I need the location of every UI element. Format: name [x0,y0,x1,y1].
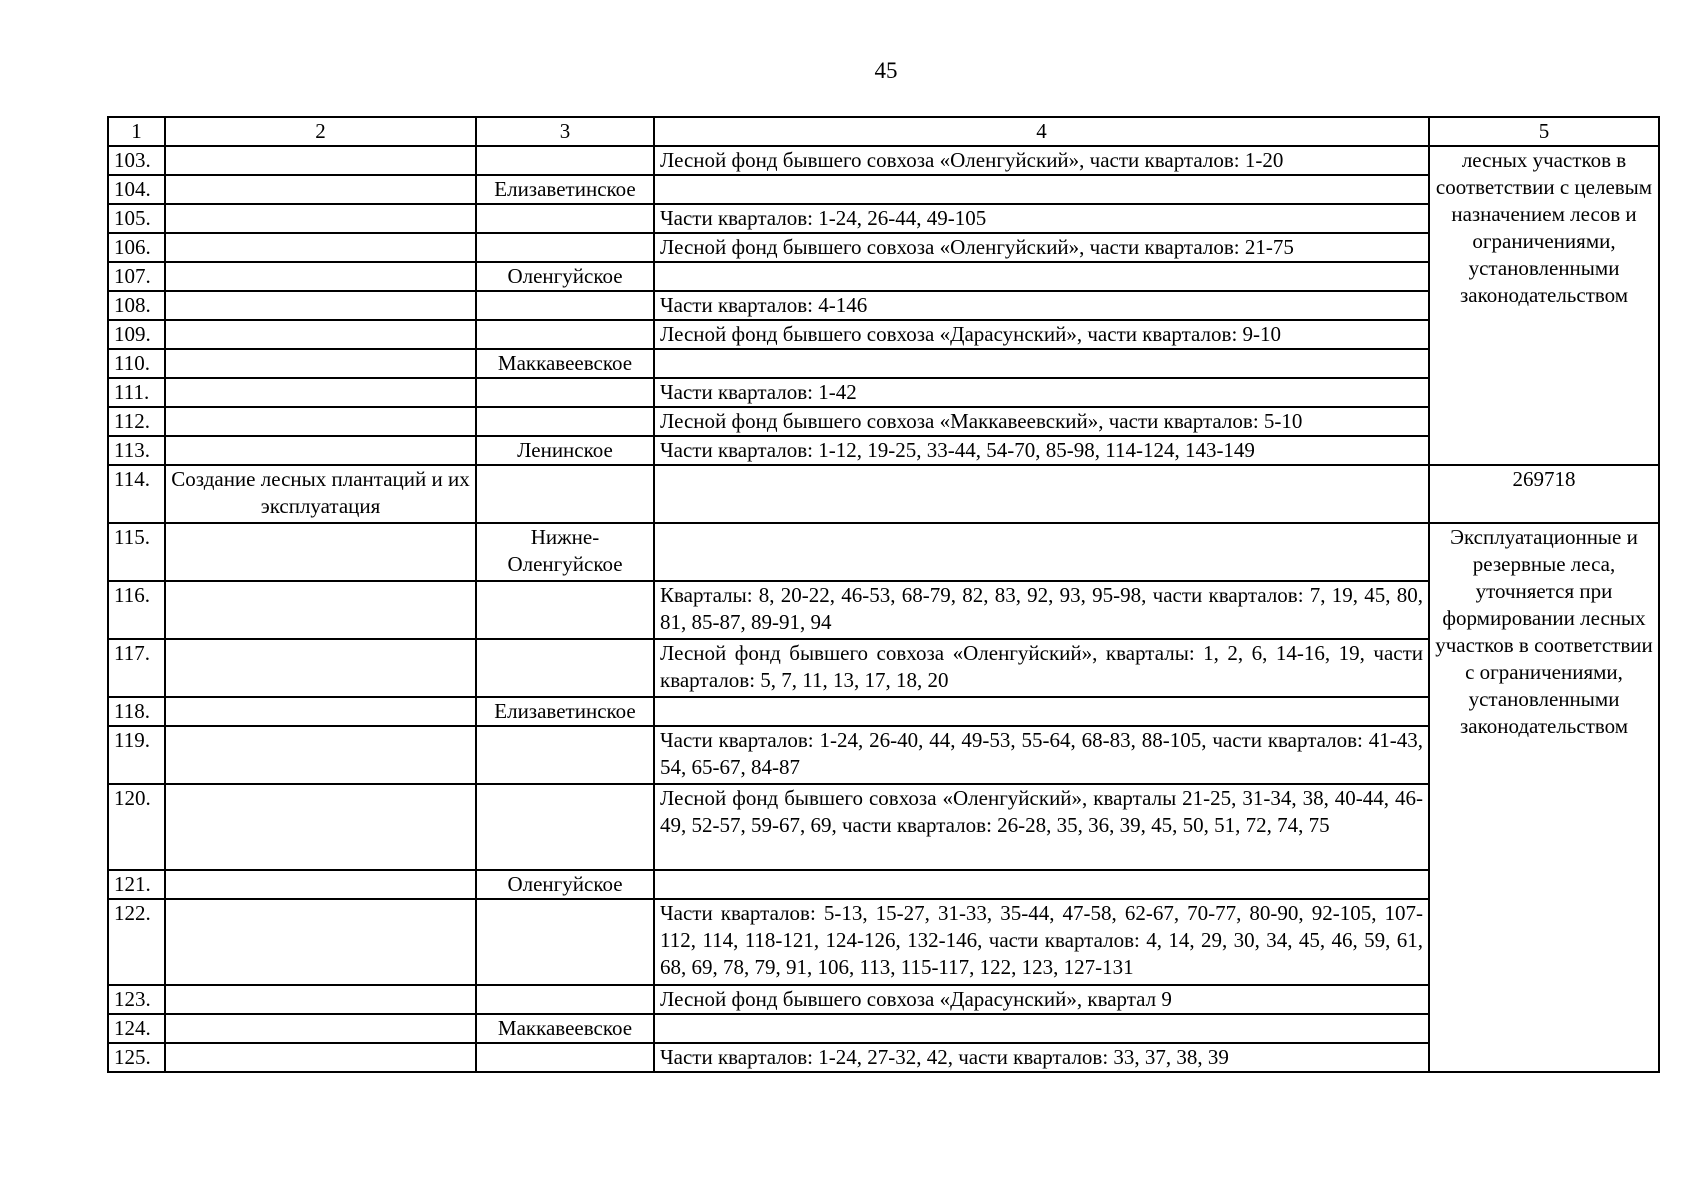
purpose-cell [165,784,476,870]
purpose-cell [165,523,476,581]
table-row [108,378,1659,407]
header-cell: 4 [654,117,1429,146]
table-row [108,985,1659,1014]
table-row [108,639,1659,697]
forestry-cell: Оленгуйское [476,262,654,291]
forestry-cell [476,639,654,697]
forestry-cell [476,291,654,320]
quarters-cell: Лесной фонд бывшего совхоза «Оленгуйский», кварталы 21-25, 31-34, 38, 40-44, 46-49, 52-57, 59-67, 69, части кварталов: 26-28, 35, 36, 39, 45, 50, 51, 72, 74, 75 [654,784,1429,870]
note-cell-1: лесных участков в соответствии с целевым назначением лесов и ограничениями, установленными законодательством [1429,146,1659,465]
table-row [108,349,1659,378]
row-number: 117. [108,639,165,697]
purpose-cell [165,291,476,320]
row-number: 108. [108,291,165,320]
purpose-cell [165,349,476,378]
forestry-cell [476,1043,654,1072]
quarters-cell [654,697,1429,726]
forestry-cell [476,465,654,523]
purpose-cell [165,146,476,175]
purpose-cell [165,233,476,262]
forestry-cell [476,726,654,784]
row-number: 114. [108,465,165,523]
header-cell: 3 [476,117,654,146]
table-row [108,436,1659,465]
forestry-cell: Елизаветинское [476,697,654,726]
purpose-cell [165,899,476,985]
purpose-cell [165,378,476,407]
forestry-cell: Маккавеевское [476,1014,654,1043]
row-number: 112. [108,407,165,436]
row-number: 122. [108,899,165,985]
forestry-cell [476,581,654,639]
row-number: 115. [108,523,165,581]
forestry-cell [476,899,654,985]
purpose-cell [165,407,476,436]
quarters-cell [654,1014,1429,1043]
table-row [108,175,1659,204]
purpose-cell [165,870,476,899]
quarters-cell: Лесной фонд бывшего совхоза «Дарасунский», квартал 9 [654,985,1429,1014]
forestry-cell: Ленинское [476,436,654,465]
quarters-cell [654,870,1429,899]
purpose-cell [165,262,476,291]
purpose-cell [165,639,476,697]
forestry-cell [476,146,654,175]
purpose-cell [165,320,476,349]
forestry-cell [476,784,654,870]
table-row [108,204,1659,233]
forestry-cell [476,985,654,1014]
quarters-cell: Лесной фонд бывшего совхоза «Маккавеевский», части кварталов: 5-10 [654,407,1429,436]
purpose-cell [165,726,476,784]
table-row [108,262,1659,291]
purpose-cell [165,581,476,639]
table-row [108,1043,1659,1072]
quarters-cell [654,465,1429,523]
note-cell-2: Эксплуатационные и резервные леса, уточняется при формировании лесных участков в соответствии с ограничениями, установленными законодательством [1429,523,1659,1072]
table-row [108,407,1659,436]
quarters-cell: Части кварталов: 1-24, 27-32, 42, части кварталов: 33, 37, 38, 39 [654,1043,1429,1072]
row-number: 109. [108,320,165,349]
quarters-cell: Части кварталов: 1-24, 26-44, 49-105 [654,204,1429,233]
table-row [108,697,1659,726]
quarters-cell [654,262,1429,291]
row-number: 120. [108,784,165,870]
row-number: 103. [108,146,165,175]
row-number: 106. [108,233,165,262]
table-row [108,291,1659,320]
page-number: 45 [874,58,898,83]
forestry-cell [476,320,654,349]
purpose-cell [165,1014,476,1043]
table-row [108,581,1659,639]
quarters-cell: Лесной фонд бывшего совхоза «Оленгуйский», части кварталов: 1-20 [654,146,1429,175]
header-cell: 2 [165,117,476,146]
forestry-cell: Оленгуйское [476,870,654,899]
forestry-cell [476,407,654,436]
quarters-cell [654,175,1429,204]
header-row [108,117,1659,146]
forestry-cell: Елизаветинское [476,175,654,204]
quarters-cell [654,349,1429,378]
row-number: 104. [108,175,165,204]
row-number: 113. [108,436,165,465]
row-number: 105. [108,204,165,233]
table-row [108,320,1659,349]
table-row [108,899,1659,985]
quarters-cell: Части кварталов: 5-13, 15-27, 31-33, 35-44, 47-58, 62-67, 70-77, 80-90, 92-105, 107-112, 114, 118-121, 124-126, 132-146, части кварталов: 4, 14, 29, 30, 34, 45, 46, 59, 61, 68, 69, 78, 79, 91, 106, 113, 115-117, 122, 123, 127-131 [654,899,1429,985]
row-number: 116. [108,581,165,639]
forestry-cell [476,233,654,262]
forestry-cell: Маккавеевское [476,349,654,378]
quarters-cell: Части кварталов: 1-24, 26-40, 44, 49-53, 55-64, 68-83, 88-105, части кварталов: 41-43, 54, 65-67, 84-87 [654,726,1429,784]
table-row [108,465,1659,523]
quarters-cell: Части кварталов: 4-146 [654,291,1429,320]
quarters-cell: Части кварталов: 1-12, 19-25, 33-44, 54-70, 85-98, 114-124, 143-149 [654,436,1429,465]
forestry-cell: Нижне-Оленгуйское [476,523,654,581]
purpose-cell [165,175,476,204]
table-row [108,233,1659,262]
row-number: 123. [108,985,165,1014]
purpose-cell [165,436,476,465]
row-number: 121. [108,870,165,899]
table-row [108,146,1659,175]
table-row [108,870,1659,899]
quarters-cell: Лесной фонд бывшего совхоза «Оленгуйский», кварталы: 1, 2, 6, 14-16, 19, части кварталов: 5, 7, 11, 13, 17, 18, 20 [654,639,1429,697]
forestry-cell [476,204,654,233]
row-number: 110. [108,349,165,378]
row-number: 118. [108,697,165,726]
quarters-cell: Лесной фонд бывшего совхоза «Дарасунский», части кварталов: 9-10 [654,320,1429,349]
table-row [108,1014,1659,1043]
header-cell: 1 [108,117,165,146]
quarters-cell: Части кварталов: 1-42 [654,378,1429,407]
purpose-cell [165,1043,476,1072]
row-number: 125. [108,1043,165,1072]
row-number: 111. [108,378,165,407]
row-number: 124. [108,1014,165,1043]
purpose-cell [165,985,476,1014]
quarters-cell: Лесной фонд бывшего совхоза «Оленгуйский», части кварталов: 21-75 [654,233,1429,262]
table-row [108,784,1659,870]
quarters-cell: Кварталы: 8, 20-22, 46-53, 68-79, 82, 83, 92, 93, 95-98, части кварталов: 7, 19, 45, 80, 81, 85-87, 89-91, 94 [654,581,1429,639]
header-cell: 5 [1429,117,1659,146]
area-cell: 269718 [1429,465,1659,523]
forest-table [107,116,1660,1073]
row-number: 107. [108,262,165,291]
table-row [108,523,1659,581]
forestry-cell [476,378,654,407]
purpose-cell [165,697,476,726]
row-number: 119. [108,726,165,784]
purpose-cell: Создание лесных плантаций и их эксплуатация [165,465,476,523]
table-row [108,726,1659,784]
purpose-cell [165,204,476,233]
quarters-cell [654,523,1429,581]
